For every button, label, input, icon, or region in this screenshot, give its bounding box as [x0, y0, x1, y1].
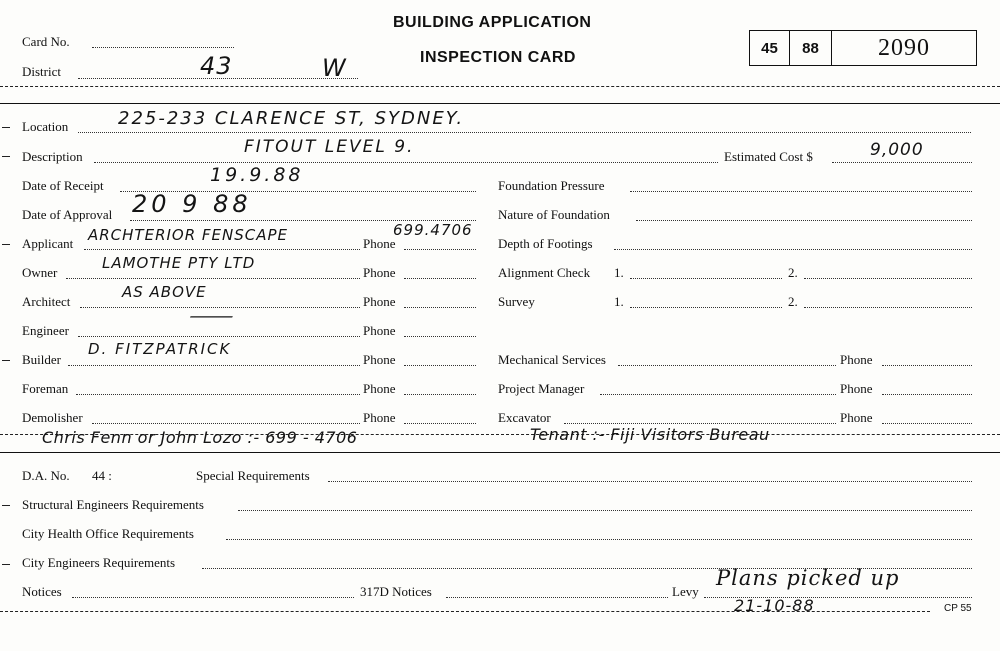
- builder-phone-label: Phone: [363, 352, 396, 367]
- excavator-phone-label: Phone: [840, 410, 873, 425]
- title-building-application: BUILDING APPLICATION: [393, 14, 592, 31]
- notices-317d-line: [446, 597, 668, 598]
- da-no-value: 44 :: [92, 468, 112, 483]
- alignment-check-label: Alignment Check: [498, 265, 591, 280]
- margin-tick: [2, 360, 10, 361]
- district-note: W: [322, 54, 347, 82]
- engineer-phone-label: Phone: [363, 323, 396, 338]
- foundation-pressure-line: [630, 191, 972, 192]
- owner-phone-line: [404, 278, 476, 279]
- engineer-label: Engineer: [22, 323, 69, 338]
- card-number-box-a: 45: [749, 30, 790, 66]
- location-value: 225-233 CLARENCE ST, SYDNEY.: [118, 108, 465, 129]
- margin-tick: [2, 127, 10, 128]
- applicant-value: ARCHTERIOR FENSCAPE: [88, 226, 289, 244]
- builder-line: [68, 365, 360, 366]
- foreman-label: Foreman: [22, 381, 69, 396]
- excavator-label: Excavator: [498, 410, 551, 425]
- da-no-label: D.A. No.: [22, 468, 70, 483]
- date-of-receipt-value: 19.9.88: [210, 164, 304, 186]
- margin-tick: [2, 564, 10, 565]
- engineer-value: —: [188, 306, 238, 327]
- tenant-note: Tenant :- Fiji Visitors Bureau: [530, 425, 770, 444]
- applicant-phone-line: [404, 249, 476, 250]
- city-health-label: City Health Office Requirements: [22, 526, 194, 541]
- owner-phone-label: Phone: [363, 265, 396, 280]
- engineer-phone-line: [404, 336, 476, 337]
- city-health-line: [226, 539, 972, 540]
- foundation-pressure-label: Foundation Pressure: [498, 178, 605, 193]
- form-code: CP 55: [944, 603, 972, 614]
- mechanical-services-label: Mechanical Services: [498, 352, 606, 367]
- builder-label: Builder: [22, 352, 61, 367]
- project-manager-label: Project Manager: [498, 381, 585, 396]
- special-requirements-label: Special Requirements: [196, 468, 310, 483]
- survey-label: Survey: [498, 294, 535, 309]
- builder-phone-line: [404, 365, 476, 366]
- depth-of-footings-line: [614, 249, 972, 250]
- depth-of-footings-label: Depth of Footings: [498, 236, 593, 251]
- alignment-check-num-2: 2.: [788, 265, 798, 280]
- notices-label: Notices: [22, 584, 62, 599]
- project-manager-phone-label: Phone: [840, 381, 873, 396]
- survey-line-1: [630, 307, 782, 308]
- owner-line: [66, 278, 360, 279]
- foreman-line: [76, 394, 360, 395]
- alignment-check-line-1: [630, 278, 782, 279]
- header-separator-bottom: [0, 103, 1000, 104]
- nature-of-foundation-label: Nature of Foundation: [498, 207, 610, 222]
- demolisher-label: Demolisher: [22, 410, 83, 425]
- margin-tick: [2, 244, 10, 245]
- estimated-cost-line: [832, 162, 972, 163]
- note-separator-bottom: [0, 452, 1000, 453]
- district-value: 43: [200, 52, 233, 80]
- card-number-box-main: 2090: [831, 30, 977, 66]
- owner-value: LAMOTHE PTY LTD: [102, 254, 256, 272]
- applicant-phone-label: Phone: [363, 236, 396, 251]
- location-label: Location: [22, 119, 69, 134]
- levy-label: Levy: [672, 584, 699, 599]
- foreman-phone-line: [404, 394, 476, 395]
- levy-note: Plans picked up: [716, 566, 900, 590]
- mechanical-services-phone-label: Phone: [840, 352, 873, 367]
- nature-of-foundation-line: [636, 220, 972, 221]
- survey-num-2: 2.: [788, 294, 798, 309]
- notices-line: [72, 597, 354, 598]
- alignment-check-num-1: 1.: [614, 265, 624, 280]
- mechanical-services-line: [618, 365, 836, 366]
- footer-separator: [0, 611, 930, 612]
- margin-tick: [2, 156, 10, 157]
- description-label: Description: [22, 149, 83, 164]
- survey-line-2: [804, 307, 972, 308]
- engineer-line: [78, 336, 360, 337]
- survey-num-1: 1.: [614, 294, 624, 309]
- special-requirements-line: [328, 481, 972, 482]
- card-no-label: Card No.: [22, 34, 70, 49]
- date-of-receipt-label: Date of Receipt: [22, 178, 104, 193]
- description-line: [94, 162, 718, 163]
- architect-value: AS ABOVE: [122, 283, 207, 301]
- alignment-check-line-2: [804, 278, 972, 279]
- city-engineers-label: City Engineers Requirements: [22, 555, 176, 570]
- demolisher-line: [92, 423, 360, 424]
- contact-note: Chris Fenn or John Lozo :- 699 - 4706: [42, 428, 358, 447]
- date-of-approval-label: Date of Approval: [22, 207, 113, 222]
- applicant-label: Applicant: [22, 236, 74, 251]
- mechanical-services-phone-line: [882, 365, 972, 366]
- owner-label: Owner: [22, 265, 58, 280]
- description-value: FITOUT LEVEL 9.: [244, 137, 415, 157]
- applicant-line: [84, 249, 360, 250]
- structural-engineers-label: Structural Engineers Requirements: [22, 497, 204, 512]
- structural-engineers-line: [238, 510, 972, 511]
- estimated-cost-label: Estimated Cost $: [724, 149, 813, 164]
- district-label: District: [22, 64, 61, 79]
- applicant-phone-value: 699.4706: [393, 221, 473, 239]
- header-separator-top: [0, 86, 1000, 87]
- project-manager-line: [600, 394, 836, 395]
- estimated-cost-value: 9,000: [870, 140, 924, 160]
- date-of-approval-value: 20 9 88: [132, 190, 252, 218]
- location-line: [78, 132, 971, 133]
- builder-value: D. FITZPATRICK: [88, 340, 232, 358]
- card-number-box-b: 88: [789, 30, 832, 66]
- levy-date: 21-10-88: [734, 596, 815, 615]
- demolisher-phone-label: Phone: [363, 410, 396, 425]
- project-manager-phone-line: [882, 394, 972, 395]
- margin-tick: [2, 505, 10, 506]
- foreman-phone-label: Phone: [363, 381, 396, 396]
- demolisher-phone-line: [404, 423, 476, 424]
- architect-phone-line: [404, 307, 476, 308]
- excavator-phone-line: [882, 423, 972, 424]
- title-inspection-card: INSPECTION CARD: [420, 49, 576, 66]
- excavator-line: [564, 423, 836, 424]
- architect-label: Architect: [22, 294, 71, 309]
- card-no-line: [92, 47, 234, 48]
- notices-317d-label: 317D Notices: [360, 584, 432, 599]
- architect-phone-label: Phone: [363, 294, 396, 309]
